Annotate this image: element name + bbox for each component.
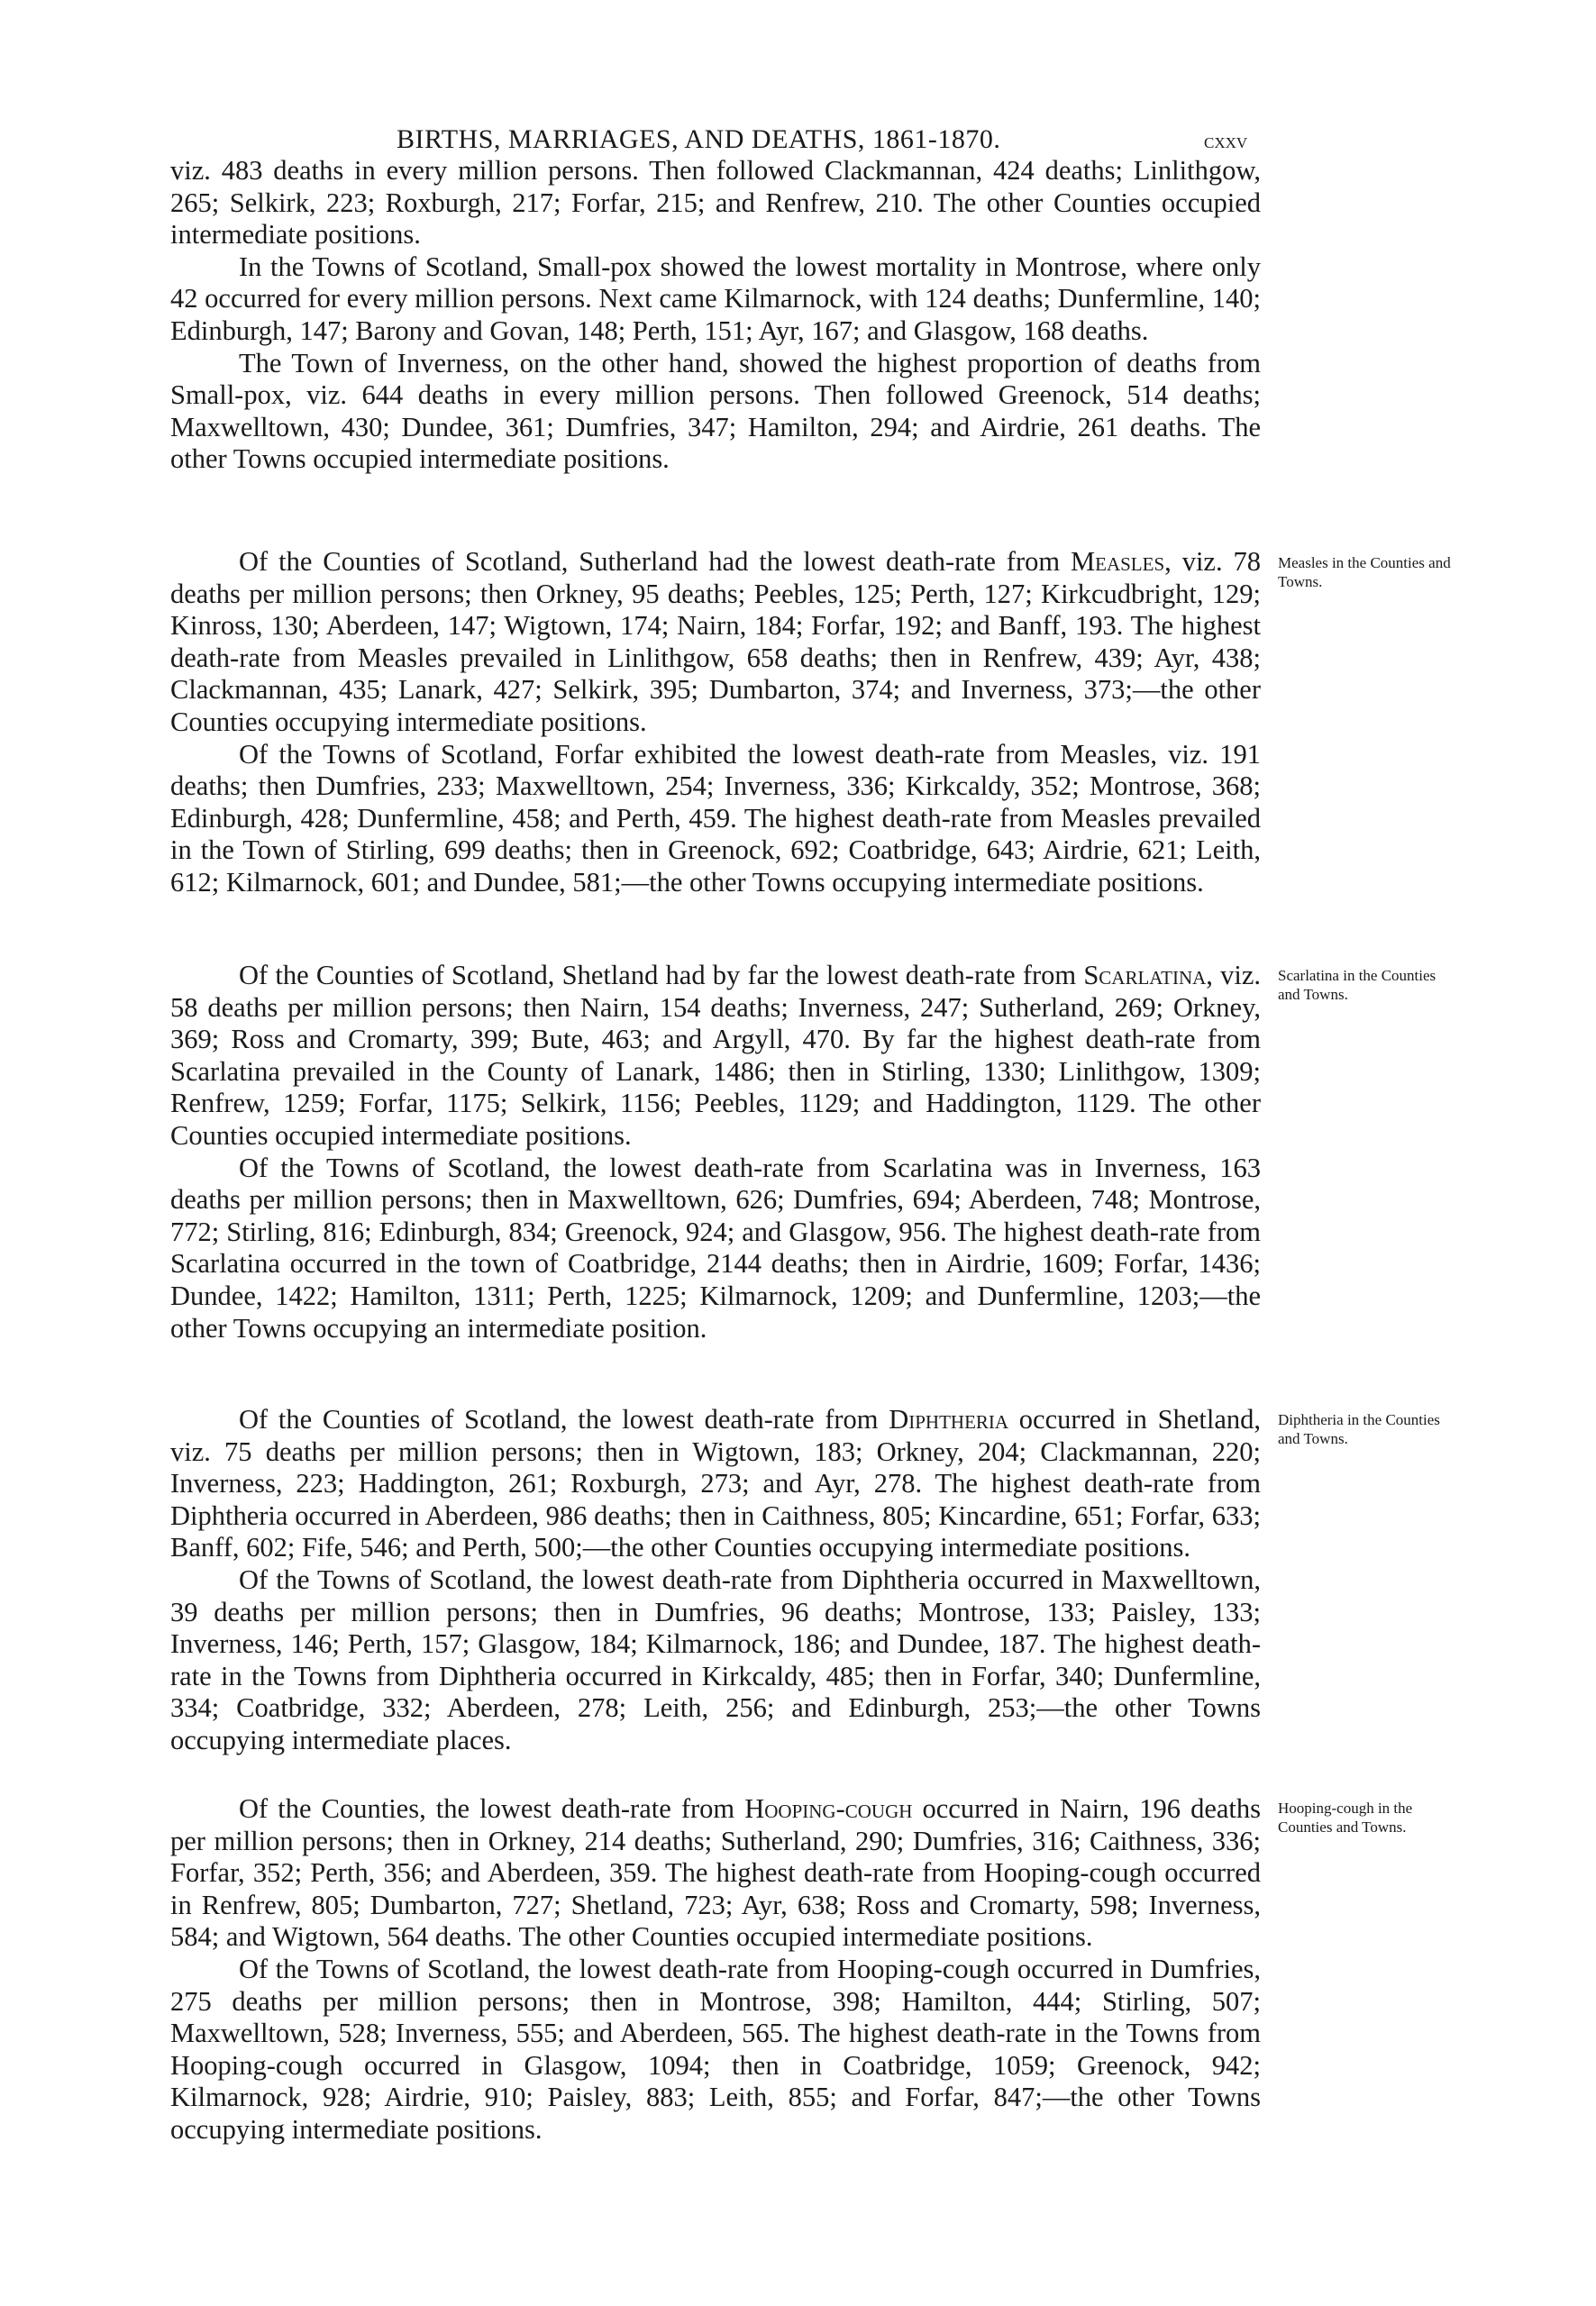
diphtheria-counties-text-b: occurred in Shetland, viz. 75 deaths per million persons; then in Wigtown, 183; Orkney, 204; Clackmannan, 220; Inverness, 223; Haddington, 261; Roxburgh, 273; and Ayr, 278. The highest death-rate from Diphtheria occurred in Aberdeen, 986 deaths; then in Caithness, 805; Kincardine, 651; Forfar, 633; Banff, 602; Fife, 546; and Perth, 500;—the other Counties occupying intermediate positions. (170, 1404, 1261, 1563)
scarlatina-section (170, 960, 1261, 1344)
diphtheria-section (170, 1404, 1261, 1757)
measles-counties-paragraph (170, 546, 1261, 739)
page-number: cxxv (1204, 130, 1248, 153)
scarlatina-towns-paragraph: Of the Towns of Scotland, the lowest death-rate from Scarlatina was in Inverness, 163 deaths per million persons; then in Maxwelltown, 626; Dumfries, 694; Aberdeen, 748; Montrose, 772; Stirling, 816; Edinburgh, 834; Greenock, 924; and Glasgow, 956. The highest death-rate from Scarlatina occurred in the town of Coatbridge, 2144 deaths; then in Airdrie, 1609; Forfar, 1436; Dundee, 1422; Hamilton, 1311; Perth, 1225; Kilmarnock, 1209; and Dunfermline, 1203;—the other Towns occupying an intermediate position. (170, 1152, 1261, 1344)
smallpox-section (170, 155, 1261, 476)
smallpox-counties-paragraph: viz. 483 deaths in every million persons. Then followed Clackmannan, 424 deaths; Linlithgow, 265; Selkirk, 223; Roxburgh, 217; Forfar, 215; and Renfrew, 210. The other Counties occupied intermediate positions. (170, 155, 1261, 251)
diphtheria-term: Diphtheria (889, 1404, 1009, 1435)
measles-towns-paragraph: Of the Towns of Scotland, Forfar exhibited the lowest death-rate from Measles, viz. 191 deaths; then Dumfries, 233; Maxwelltown, 254; Inverness, 336; Kirkcaldy, 352; Montrose, 368; Edinburgh, 428; Dunfermline, 458; and Perth, 459. The highest death-rate from Measles prevailed in the Town of Stirling, 699 deaths; then in Greenock, 692; Coatbridge, 643; Airdrie, 621; Leith, 612; Kilmarnock, 601; and Dundee, 581;—the other Towns occupying intermediate positions. (170, 738, 1261, 898)
diphtheria-counties-text-a: Of the Counties of Scotland, the lowest death-rate from (239, 1404, 889, 1435)
hooping-cough-towns-paragraph: Of the Towns of Scotland, the lowest death-rate from Hooping-cough occurred in Dumfries, 275 deaths per million persons; then in Montrose, 398; Hamilton, 444; Stirling, 507; Maxwelltown, 528; Inverness, 555; and Aberdeen, 565. The highest death-rate in the Towns from Hooping-cough occurred in Glasgow, 1094; then in Coatbridge, 1059; Greenock, 942; Kilmarnock, 928; Airdrie, 910; Paisley, 883; Leith, 855; and Forfar, 847;—the other Towns occupying intermediate positions. (170, 1953, 1261, 2145)
scarlatina-counties-text-a: Of the Counties of Scotland, Shetland had by far the lowest death-rate from (239, 960, 1084, 990)
hooping-cough-counties-text-a: Of the Counties, the lowest death-rate from (239, 1793, 745, 1824)
sidenote-diphtheria: Diphtheria in the Counties and Towns. (1278, 1411, 1440, 1447)
hooping-cough-counties-paragraph (170, 1793, 1261, 1954)
hooping-cough-section (170, 1793, 1261, 2146)
measles-counties-text-a: Of the Counties of Scotland, Sutherland had the lowest death-rate from (239, 546, 1072, 577)
diphtheria-towns-paragraph: Of the Towns of Scotland, the lowest death-rate from Diphtheria occurred in Maxwelltown, 39 deaths per million persons; then in Dumfries, 96 deaths; Montrose, 133; Paisley, 133; Inverness, 146; Perth, 157; Glasgow, 184; Kilmarnock, 186; and Dundee, 187. The highest death-rate in the Towns from Diphtheria occurred in Kirkcaldy, 485; then in Forfar, 340; Dunfermline, 334; Coatbridge, 332; Aberdeen, 278; Leith, 256; and Edinburgh, 253;—the other Towns occupying intermediate places. (170, 1563, 1261, 1755)
scarlatina-term: Scarlatina (1083, 960, 1207, 990)
hooping-cough-counties-text-b: occurred in Nairn, 196 deaths per million persons; then in Orkney, 214 deaths; Sutherland, 290; Dumfries, 316; Caithness, 336; Forfar, 352; Perth, 356; and Aberdeen, 359. The highest death-rate from Hooping-cough occurred in Renfrew, 805; Dumbarton, 727; Shetland, 723; Ayr, 638; Ross and Cromarty, 598; Inverness, 584; and Wigtown, 564 deaths. The other Counties occupied intermediate positions. (170, 1793, 1262, 1953)
sidenote-hooping-cough: Hooping-cough in the Counties and Towns. (1278, 1800, 1413, 1836)
sidenote-measles: Measles in the Counties and Towns. (1278, 554, 1451, 590)
hooping-cough-term: Hooping-cough (744, 1793, 913, 1824)
scarlatina-counties-paragraph (170, 960, 1261, 1153)
measles-section (170, 546, 1261, 899)
diphtheria-counties-paragraph (170, 1404, 1261, 1564)
smallpox-towns-lowest-paragraph: In the Towns of Scotland, Small-pox showed the lowest mortality in Montrose, where only 42 occurred for every million persons. Next came Kilmarnock, with 124 deaths; Dunfermline, 140; Edinburgh, 147; Barony and Govan, 148; Perth, 151; Ayr, 167; and Glasgow, 168 deaths. (170, 251, 1261, 346)
sidenote-scarlatina: Scarlatina in the Counties and Towns. (1278, 967, 1436, 1003)
measles-term: Measles (1071, 546, 1165, 577)
smallpox-towns-highest-paragraph: The Town of Inverness, on the other hand, showed the highest proportion of deaths from Small-pox, viz. 644 deaths in every million persons. Then followed Greenock, 514 deaths; Maxwelltown, 430; Dundee, 361; Dumfries, 347; Hamilton, 294; and Airdrie, 261 deaths. The other Towns occupied intermediate positions. (170, 347, 1261, 475)
scarlatina-counties-text-b: , viz. 58 deaths per million persons; then Nairn, 154 deaths; Inverness, 247; Sutherland, 269; Orkney, 369; Ross and Cromarty, 399; Bute, 463; and Argyll, 470. By far the highest death-rate from Scarlatina prevailed in the County of Lanark, 1486; then in Stirling, 1330; Linlithgow, 1309; Renfrew, 1259; Forfar, 1175; Selkirk, 1156; Peebles, 1129; and Haddington, 1129. The other Counties occupied intermediate positions. (170, 960, 1261, 1151)
measles-counties-text-b: , viz. 78 deaths per million persons; then Orkney, 95 deaths; Peebles, 125; Perth, 127; Kirkcudbright, 129; Kinross, 130; Aberdeen, 147; Wigtown, 174; Nairn, 184; Forfar, 192; and Banff, 193. The highest death-rate from Measles prevailed in Linlithgow, 658 deaths; then in Renfrew, 439; Ayr, 438; Clackmannan, 435; Lanark, 427; Selkirk, 395; Dumbarton, 374; and Inverness, 373;—the other Counties occupying intermediate positions. (170, 546, 1261, 737)
running-head: BIRTHS, MARRIAGES, AND DEATHS, 1861-1870. (397, 124, 1001, 154)
